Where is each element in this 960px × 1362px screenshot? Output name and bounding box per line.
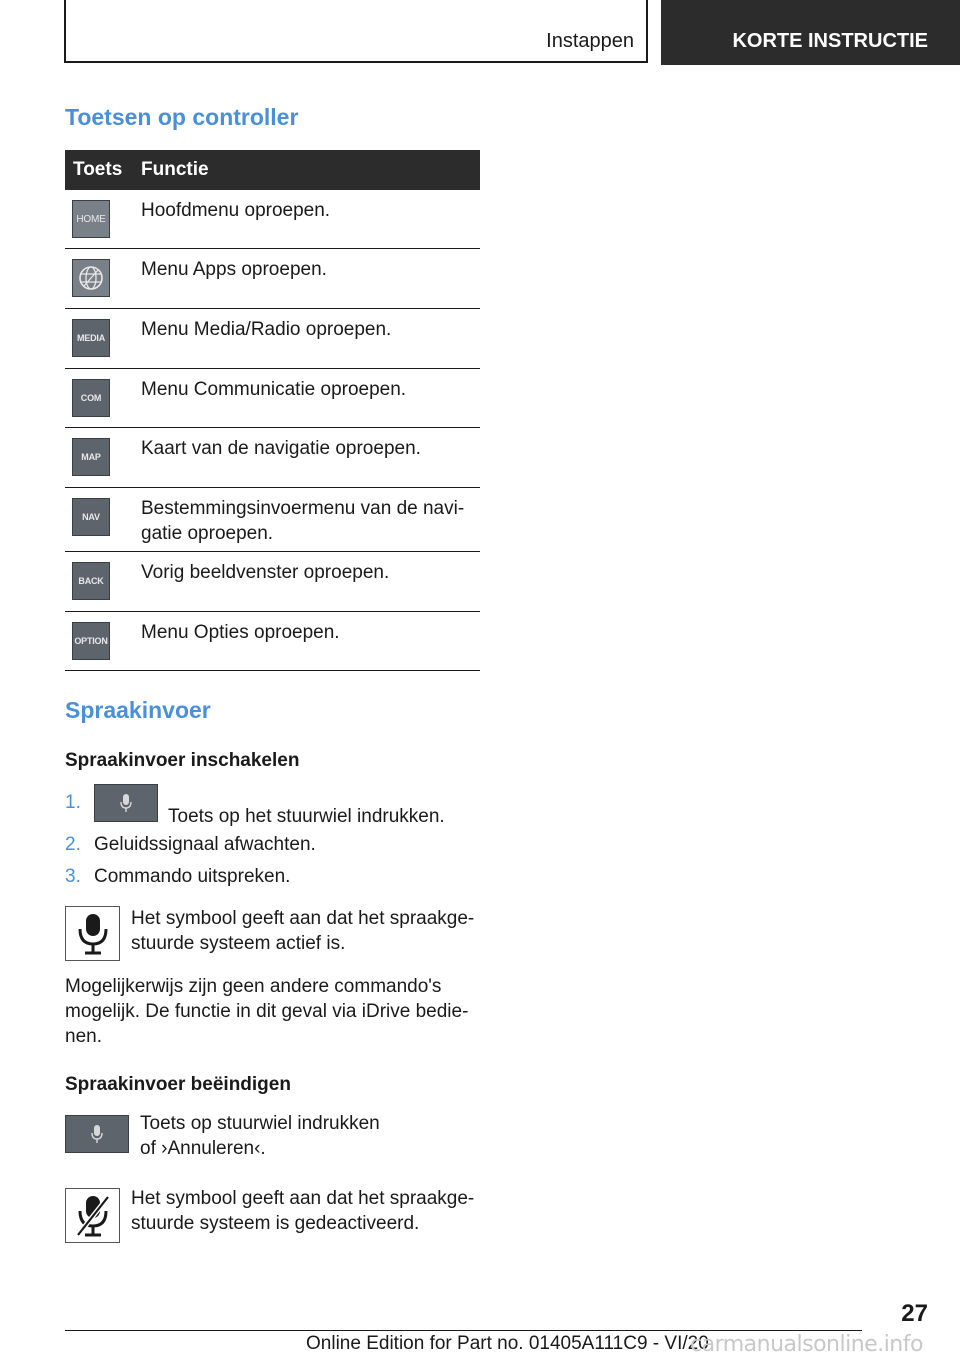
row-function: Hoofdmenu oproepen. bbox=[141, 200, 331, 221]
voice-end-heading: Spraakinvoer beëindigen bbox=[65, 1074, 291, 1095]
step-number: 1. bbox=[65, 792, 81, 813]
page-number: 27 bbox=[901, 1300, 928, 1327]
home-key-icon: HOME bbox=[72, 200, 110, 238]
row-function: Menu Apps oproepen. bbox=[141, 259, 327, 280]
header-section-label: Instappen bbox=[546, 30, 634, 52]
footer-edition: Online Edition for Part no. 01405A111C9 - VI/20 bbox=[306, 1333, 709, 1354]
table-row bbox=[65, 249, 480, 309]
option-key-icon: OPTION bbox=[72, 622, 110, 660]
controller-keys-table bbox=[65, 150, 480, 671]
voice-end-button-icon bbox=[65, 1115, 129, 1153]
voice-possibly-note: Mogelijkerwijs zijn geen andere commando's mogelijk. De functie in dit geval via iDrive bedie- nen. bbox=[65, 976, 469, 1047]
nav-key-icon: NAV bbox=[72, 498, 110, 536]
voice-active-note: Het symbool geeft aan dat het spraakge- stuurde systeem actief is. bbox=[131, 908, 475, 954]
list-item bbox=[65, 834, 316, 856]
voice-enable-heading: Spraakinvoer inschakelen bbox=[65, 750, 300, 771]
table-row bbox=[65, 369, 480, 428]
voice-end-instruction: Toets op stuurwiel indrukken of ›Annuleren‹. bbox=[140, 1113, 380, 1159]
table-row bbox=[65, 190, 480, 249]
header-chapter-label: KORTE INSTRUCTIE bbox=[732, 30, 928, 52]
step-text: Geluidssignaal afwachten. bbox=[94, 834, 316, 855]
step-text: Commando uitspreken. bbox=[94, 866, 291, 887]
list-item bbox=[65, 866, 290, 888]
table-row bbox=[65, 428, 480, 488]
watermark: carmanualsonline.info bbox=[690, 1332, 923, 1357]
row-function: Menu Opties oproepen. bbox=[141, 622, 340, 643]
footer-divider bbox=[65, 1330, 862, 1331]
voice-deactivated-note: Het symbool geeft aan dat het spraakge- stuurde systeem is gedeactiveerd. bbox=[131, 1188, 475, 1234]
voice-deactivated-icon bbox=[65, 1188, 120, 1243]
list-item bbox=[65, 784, 445, 827]
back-key-icon: BACK bbox=[72, 562, 110, 600]
apps-globe-icon bbox=[72, 259, 110, 297]
row-function: Kaart van de navigatie oproepen. bbox=[141, 438, 421, 459]
step-number: 3. bbox=[65, 866, 81, 887]
table-row bbox=[65, 552, 480, 612]
table-row bbox=[65, 488, 480, 552]
column-header-function: Functie bbox=[141, 159, 209, 180]
row-function: Menu Communicatie oproepen. bbox=[141, 379, 407, 400]
header-section-tab bbox=[64, 0, 648, 63]
map-key-icon: MAP bbox=[72, 438, 110, 476]
header-chapter-tab bbox=[661, 0, 960, 65]
table-header bbox=[65, 150, 480, 190]
voice-button-icon bbox=[94, 784, 158, 822]
row-function: Menu Media/Radio oproepen. bbox=[141, 319, 392, 340]
table-row bbox=[65, 309, 480, 369]
row-function: Bestemmingsinvoermenu van de navi- gatie oproepen. bbox=[141, 498, 465, 544]
com-key-icon: COM bbox=[72, 379, 110, 417]
row-function: Vorig beeldvenster oproepen. bbox=[141, 562, 390, 583]
step-text: Toets op het stuurwiel indrukken. bbox=[168, 806, 445, 827]
column-header-key: Toets bbox=[73, 159, 123, 180]
media-key-icon: MEDIA bbox=[72, 319, 110, 357]
controller-section-title: Toetsen op controller bbox=[65, 104, 299, 130]
step-number: 2. bbox=[65, 834, 81, 855]
table-row bbox=[65, 612, 480, 671]
voice-section-title: Spraakinvoer bbox=[65, 697, 211, 723]
voice-active-icon bbox=[65, 906, 120, 961]
